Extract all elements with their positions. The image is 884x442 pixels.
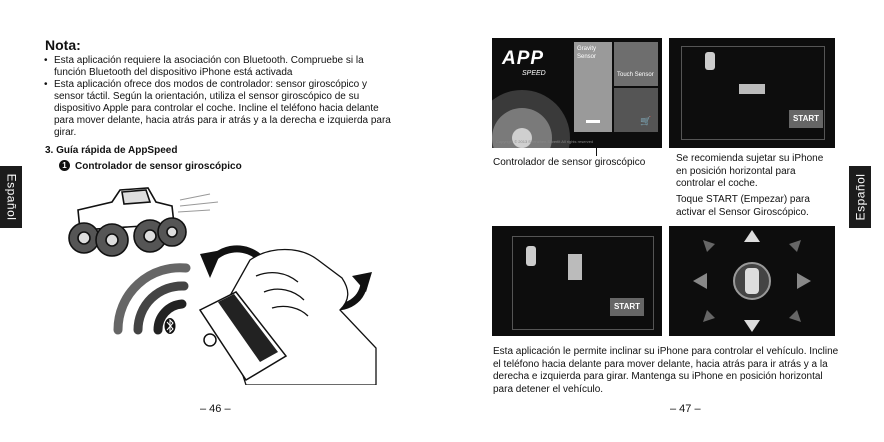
start-button[interactable]: START bbox=[610, 298, 644, 316]
step-number-badge: 1 bbox=[59, 160, 70, 171]
arrow-up-right-icon bbox=[789, 240, 801, 252]
section-title: 3. Guía rápida de AppSpeed bbox=[45, 145, 178, 156]
arrow-up-left-icon bbox=[703, 240, 715, 252]
caption-hold: Se recomienda sujetar su iPhone en posición horizontal para controlar el coche. bbox=[676, 153, 824, 189]
copyright-text: Copyright © 2013 Shenzhen Silverlit All rights reserved bbox=[496, 139, 594, 144]
side-tab-left-label: Español bbox=[4, 173, 18, 221]
home-button-icon bbox=[204, 334, 216, 346]
app-logo-sub: SPEED bbox=[522, 70, 546, 77]
note-bullet: • Esta aplicación ofrece dos modos de controlador: sensor giroscópico y sensor táctil. Según la orientación, utiliza el sensor giroscópico de su dispositivo Apple para controlar el coche. Incline el teléfono hacia delante para mover delante, hacia atrás para ir atrás y a la derecha e izquierda para girar. bbox=[44, 79, 396, 139]
start-button[interactable]: START bbox=[789, 110, 823, 128]
arrow-down-icon bbox=[744, 320, 760, 332]
gyro-illustration bbox=[50, 180, 390, 385]
gyro-instruction-screenshot bbox=[492, 226, 662, 336]
arrow-up-icon bbox=[744, 230, 760, 242]
phone-icon bbox=[568, 254, 582, 280]
direction-arrows bbox=[669, 226, 835, 336]
arrow-down-left-icon bbox=[703, 310, 715, 322]
phone-icon bbox=[739, 84, 765, 94]
store-tile[interactable] bbox=[614, 88, 658, 132]
gyro-drive-screenshot bbox=[669, 226, 835, 336]
touch-sensor-label: Touch Sensor bbox=[617, 72, 654, 78]
arrow-right-icon bbox=[797, 273, 811, 289]
caption-start: Toque START (Empezar) para activar el Sensor Giroscópico. bbox=[676, 194, 810, 218]
caption-pointer-line bbox=[596, 148, 597, 156]
gravity-sensor-tile[interactable] bbox=[574, 42, 612, 132]
note-bullet: • Esta aplicación requiere la asociación con Bluetooth. Compruebe si la función Bluetooth del dispositivo iPhone está activada bbox=[44, 55, 396, 79]
side-tab-right-label: Español bbox=[853, 173, 867, 221]
gravity-sensor-label: Gravity Sensor bbox=[577, 46, 597, 60]
subsection-title bbox=[59, 160, 242, 172]
note-title: Nota: bbox=[45, 37, 81, 53]
page-number-left: – 46 – bbox=[200, 403, 231, 415]
app-logo: APP bbox=[502, 48, 545, 69]
touch-sensor-tile[interactable] bbox=[614, 42, 658, 86]
side-tab-right bbox=[849, 166, 871, 228]
caption-bottom: Esta aplicación le permite inclinar su iPhone para controlar el vehículo. Incline el teléfono hacia delante para mover delante, hacia atrás para ir atrás y a la derecha e izquierda para girar. Mantenga su iPhone en posición horizontal para detener el vehículo. bbox=[493, 346, 839, 395]
car-top-view-icon bbox=[745, 268, 759, 294]
gyro-start-screenshot bbox=[669, 38, 835, 148]
bluetooth-icon bbox=[165, 318, 176, 334]
app-menu-screenshot bbox=[492, 38, 662, 148]
car-top-view-icon bbox=[526, 246, 536, 266]
subsection-title-text: Controlador de sensor giroscópico bbox=[75, 161, 242, 172]
phone-tilt-icon bbox=[586, 110, 600, 123]
tilt-arrow-head-icon bbox=[200, 250, 222, 278]
car-top-view-icon bbox=[705, 52, 715, 70]
note-bullets bbox=[44, 55, 396, 139]
caption-gyro: Controlador de sensor giroscópico bbox=[493, 157, 646, 168]
side-tab-left bbox=[0, 166, 22, 228]
arrow-down-right-icon bbox=[789, 310, 801, 322]
arrow-left-icon bbox=[693, 273, 707, 289]
page-number-right: – 47 – bbox=[670, 403, 701, 415]
truck-illustration bbox=[69, 188, 218, 256]
bluetooth-signal-waves bbox=[118, 268, 186, 330]
cart-icon: 🛒 bbox=[640, 116, 652, 126]
